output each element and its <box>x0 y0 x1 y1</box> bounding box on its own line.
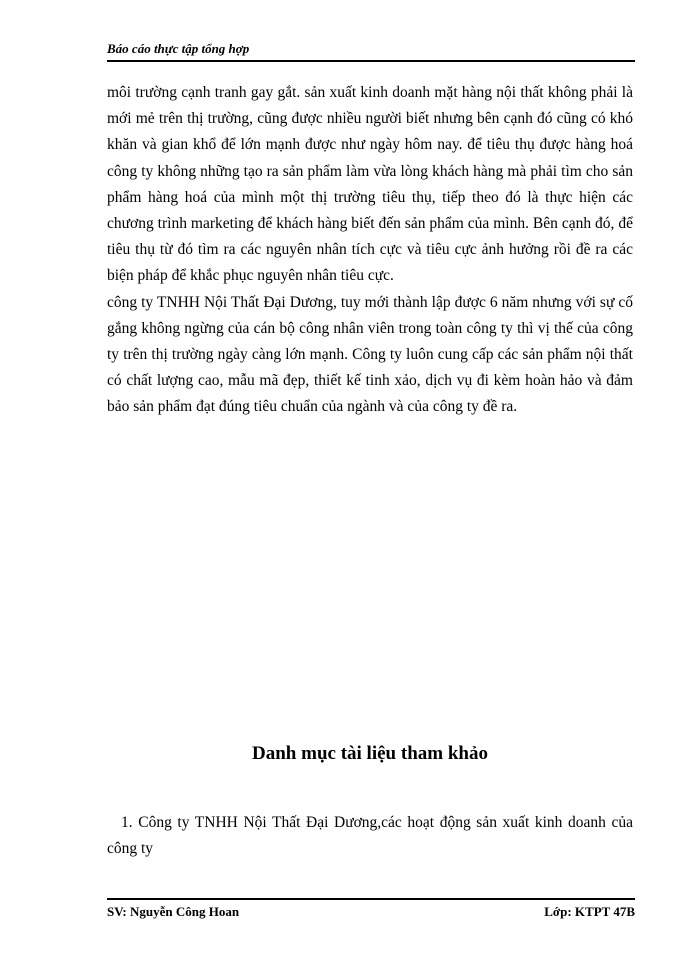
body-text <box>107 80 633 421</box>
references-heading: Danh mục tài liệu tham khảo <box>252 743 488 764</box>
footer-student: SV: Nguyễn Công Hoan <box>107 904 240 919</box>
body-paragraph-1: môi trường cạnh tranh gay gắt. sản xuất kinh doanh mặt hàng nội thất không phải là mới mẻ trên thị trường, cũng được nhiều người biết nhưng bên cạnh đó cũng có khó khăn và gian khổ để lớn mạnh được như ngày hôm nay. để tiêu thụ được hàng hoá công ty không những tạo ra sản phẩm làm vừa lòng khách hàng mà phải tìm cho sản phẩm hàng hoá của mình một thị trường tiêu thụ, tiếp theo đó là thực hiện các chương trình marketing để khách hàng biết đến sản phẩm của mình. Bên cạnh đó, để tiêu thụ từ đó tìm ra các nguyên nhân tích cực và tiêu cực ảnh hưởng rồi đề ra các biện pháp để khắc phục nguyên nhân tiêu cực. <box>107 84 633 285</box>
page-header <box>107 40 635 58</box>
footer-class: Lớp: KTPT 47B <box>544 904 635 919</box>
footer-divider <box>107 898 635 900</box>
reference-item-1: 1. Công ty TNHH Nội Thất Đại Dương,các hoạt động sản xuất kinh doanh của công ty <box>107 814 633 857</box>
page-footer <box>107 903 635 921</box>
header-title: Báo cáo thực tập tổng hợp <box>107 41 250 56</box>
body-paragraph-2: công ty TNHH Nội Thất Đại Dương, tuy mới thành lập được 6 năm nhưng với sự cố gắng không ngừng của cán bộ công nhân viên trong toàn công ty thì vị thế của công ty trên thị trường ngày càng lớn mạnh. Công ty luôn cung cấp các sản phẩm nội thất có chất lượng cao, mẫu mã đẹp, thiết kế tinh xảo, dịch vụ đi kèm hoàn hảo và đảm bảo sản phẩm đạt đúng tiêu chuẩn của ngành và của công ty đề ra. <box>107 293 633 416</box>
header-divider <box>107 60 635 62</box>
